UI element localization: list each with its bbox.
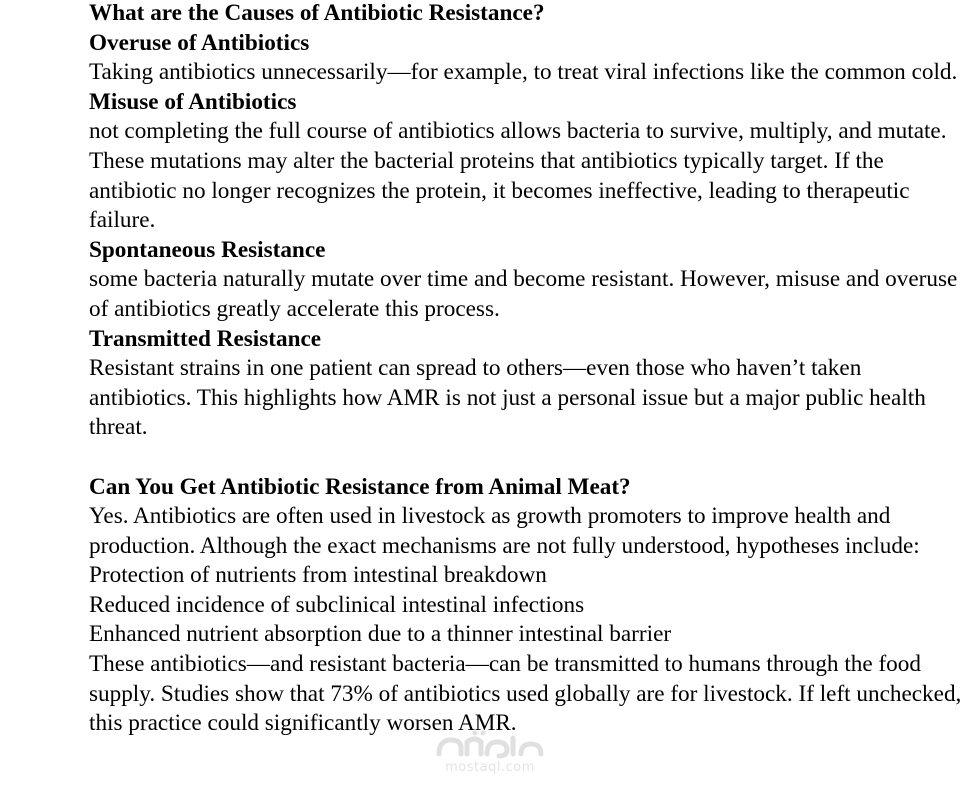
heading-misuse: Misuse of Antibiotics bbox=[89, 88, 297, 115]
heading-overuse: Overuse of Antibiotics bbox=[89, 29, 310, 56]
paragraph-animal-meat-closing: These antibiotics—and resistant bacteria—can be transmitted to humans through the food supply. Studies show that 73% of antibiotics used globally are for livestock. If left unchecked, this practice could significantly worsen AMR. bbox=[89, 651, 962, 737]
paragraph-spontaneous: some bacteria naturally mutate over time and become resistant. However, misuse and overuse of antibiotics greatly accelerate this process. bbox=[89, 266, 958, 322]
heading-animal-meat: Can You Get Antibiotic Resistance from Animal Meat? bbox=[89, 473, 631, 500]
paragraph-transmitted: Resistant strains in one patient can spread to others—even those who haven’t taken antibiotics. This highlights how AMR is not just a personal issue but a major public health threat. bbox=[89, 355, 926, 441]
watermark-text: mostaql.com bbox=[445, 760, 535, 775]
hypothesis-item: Enhanced nutrient absorption due to a thinner intestinal barrier bbox=[89, 621, 672, 648]
heading-spontaneous: Spontaneous Resistance bbox=[89, 236, 326, 263]
blank-line bbox=[89, 443, 969, 473]
document-body bbox=[89, 0, 969, 739]
heading-transmitted: Transmitted Resistance bbox=[89, 325, 322, 352]
paragraph-overuse: Taking antibiotics unnecessarily—for example, to treat viral infections like the common cold. bbox=[89, 59, 958, 86]
paragraph-animal-meat-intro: Yes. Antibiotics are often used in livestock as growth promoters to improve health and production. Although the exact mechanisms are not fully understood, hypotheses include: bbox=[89, 503, 920, 559]
heading-causes: What are the Causes of Antibiotic Resistance? bbox=[89, 0, 545, 26]
paragraph-misuse: not completing the full course of antibiotics allows bacteria to survive, multiply, and mutate. These mutations may alter the bacterial proteins that antibiotics typically target. If the antibiotic no longer recognizes the protein, it becomes ineffective, leading to therapeutic failure. bbox=[89, 118, 947, 234]
hypothesis-item: Protection of nutrients from intestinal breakdown bbox=[89, 562, 547, 589]
hypothesis-item: Reduced incidence of subclinical intestinal infections bbox=[89, 591, 585, 618]
